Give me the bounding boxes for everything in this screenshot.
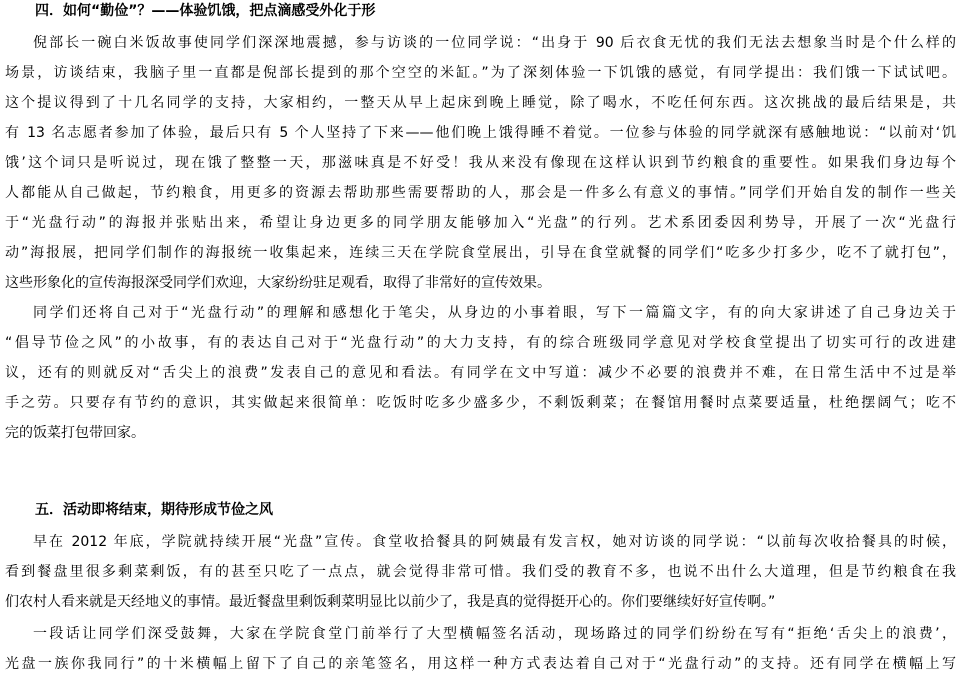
paragraph-line: 倪部长一碗白米饭故事使同学们深深地震撼，参与访谈的一位同学说：“出身于 90 后衣食无忧的我们无法去想象当时是个什么样的: [33, 35, 956, 51]
paragraph-line: “倡导节俭之风”的小故事，有的表达自己对于“光盘行动”的大力支持，有的综合班级同学意见对学校食堂提出了切实可行的改进建: [5, 335, 956, 351]
paragraph-line: 们农村人看来就是天经地义的事情。最近餐盘里剩饭剩菜明显比以前少了，我是真的觉得挺开心的。你们要继续好好宣传啊。”: [5, 594, 776, 610]
paragraph-line: 早在 2012 年底，学院就持续开展“光盘”宣传。食堂收拾餐具的阿姨最有发言权，她对访谈的同学说：“以前每次收拾餐具的时候，: [33, 534, 956, 550]
paragraph-line: 完的饭菜打包带回家。: [5, 425, 145, 441]
paragraph-line: 手之劳。只要存有节约的意识，其实做起来很简单：吃饭时吃多少盛多少，不剩饭剩菜；在餐馆用餐时点菜要适量，杜绝摆阔气；吃不: [5, 395, 956, 411]
paragraph-line: 人都能从自己做起，节约粮食，用更多的资源去帮助那些需要帮助的人，那会是一件多么有意义的事情。”同学们开始自发的制作一些关: [5, 185, 956, 201]
paragraph-line: 光盘一族你我同行”的十米横幅上留下了自己的亲笔签名，用这样一种方式表达着自己对于“光盘行动”的支持。还有同学在横幅上写: [5, 656, 956, 672]
paragraph-line: 于“光盘行动”的海报并张贴出来，希望让身边更多的同学朋友能够加入“光盘”的行列。艺术系团委因利势导，开展了一次“光盘行: [5, 215, 956, 231]
paragraph-line: 一段话让同学们深受鼓舞，大家在学院食堂门前举行了大型横幅签名活动，现场路过的同学们纷纷在写有“拒绝‘舌尖上的浪费’，: [33, 626, 956, 642]
paragraph-line: 动”海报展，把同学们制作的海报统一收集起来，连续三天在学院食堂展出，引导在食堂就餐的同学们“吃多少打多少，吃不了就打包”，: [5, 245, 956, 261]
paragraph-line: 看到餐盘里很多剩菜剩饭，有的甚至只吃了一点点，就会觉得非常可惜。我们受的教育不多，也说不出什么大道理，但是节约粮食在我: [5, 564, 956, 580]
paragraph-line: 同学们还将自己对于“光盘行动”的理解和感想化于笔尖，从身边的小事着眼，写下一篇篇文字，有的向大家讲述了自己身边关于: [33, 305, 956, 321]
paragraph-line: 有 13 名志愿者参加了体验，最后只有 5 个人坚持了下来——他们晚上饿得睡不着觉。一位参与体验的同学就深有感触地说：“以前对‘饥: [5, 125, 956, 141]
paragraph-line: 这些形象化的宣传海报深受同学们欢迎，大家纷纷驻足观看，取得了非常好的宣传效果。: [5, 275, 551, 291]
section-heading: 五．活动即将结束，期待形成节俭之风: [35, 502, 273, 518]
paragraph-line: 饿’这个词只是听说过，现在饿了整整一天，那滋味真是不好受！我从来没有像现在这样认识到节约粮食的重要性。如果我们身边每个: [5, 155, 956, 171]
paragraph-line: 场景，访谈结束，我脑子里一直都是倪部长提到的那个空空的米缸。”为了深刻体验一下饥饿的感觉，有同学提出：我们饿一下试试吧。: [5, 65, 956, 81]
paragraph-line: 议，还有的则就反对“舌尖上的浪费”发表自己的意见和看法。有同学在文中写道：减少不必要的浪费并不难，在日常生活中不过是举: [5, 365, 956, 381]
section-heading: 四．如何“勤俭”？——体验饥饿，把点滴感受外化于形: [35, 3, 376, 19]
paragraph-line: 这个提议得到了十几名同学的支持，大家相约，一整天从早上起床到晚上睡觉，除了喝水，不吃任何东西。这次挑战的最后结果是，共: [5, 95, 956, 111]
